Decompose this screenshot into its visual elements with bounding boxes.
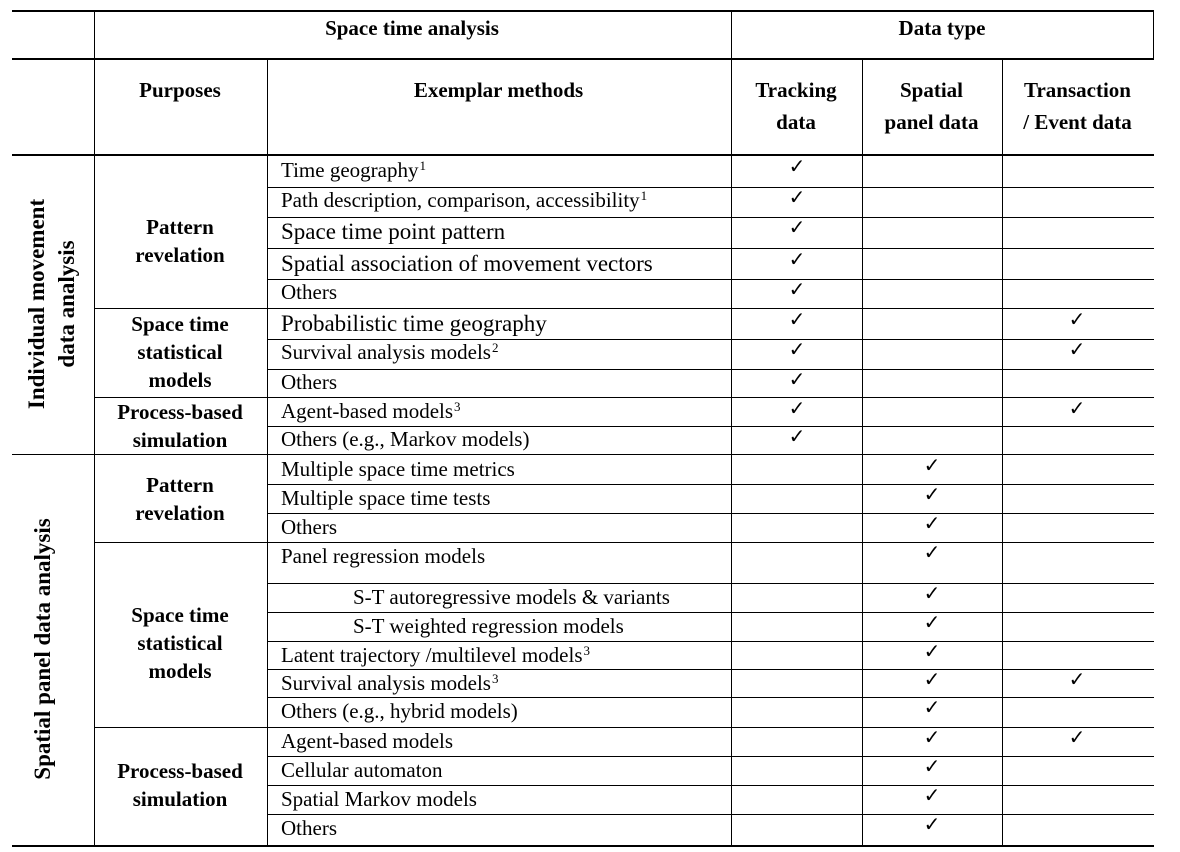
header-data-type: Data type (898, 16, 986, 40)
method-text: Panel regression models (281, 544, 486, 568)
group-pattern-revelation-2: Pattern revelation (135, 473, 225, 525)
method-label (281, 190, 647, 211)
grid-line (94, 10, 95, 846)
check-icon: ✓ (1068, 339, 1086, 361)
group-process-based-1: Process-based simulation (117, 400, 243, 452)
grid-line (267, 187, 1154, 188)
category-spatial-panel (28, 499, 58, 799)
grid-line (267, 58, 268, 846)
footnote-marker: 1 (419, 158, 426, 173)
grid-line (267, 756, 1154, 757)
method-text: Path description, comparison, accessibility (281, 188, 640, 212)
header-spatial-line2: panel data (884, 110, 979, 134)
method-text: Latent trajectory /multilevel models (281, 643, 583, 667)
method-label (281, 252, 653, 275)
method-text: Space time point pattern (281, 219, 506, 244)
check-icon: ✓ (788, 249, 806, 271)
method-label (281, 459, 515, 480)
category-individual-line2: data analysis (54, 240, 79, 368)
method-label (281, 517, 337, 538)
method-label (281, 312, 547, 335)
method-text: Multiple space time tests (281, 486, 491, 510)
method-label (281, 342, 498, 363)
grid-line (94, 308, 1154, 309)
method-label (281, 645, 590, 666)
header-transaction-line1: Transaction (1024, 78, 1131, 102)
group-process-based-2: Process-based simulation (117, 759, 243, 811)
check-icon: ✓ (923, 513, 941, 535)
method-label (281, 282, 337, 303)
grid-line (267, 279, 1154, 280)
grid-line (267, 513, 1154, 514)
grid-line (94, 397, 1154, 398)
method-text: Spatial Markov models (281, 787, 477, 811)
grid-line (267, 217, 1154, 218)
method-text: Others (e.g., hybrid models) (281, 699, 518, 723)
method-label (281, 401, 461, 422)
group-space-time-statistical-2: Space time statistical models (131, 603, 229, 683)
check-icon: ✓ (923, 612, 941, 634)
check-icon: ✓ (923, 727, 941, 749)
header-tracking-line1: Tracking (755, 78, 837, 102)
check-icon: ✓ (1068, 669, 1086, 691)
method-label (281, 429, 529, 450)
method-text: Others (281, 515, 337, 539)
method-text: Cellular automaton (281, 758, 443, 782)
check-icon: ✓ (923, 669, 941, 691)
check-icon: ✓ (923, 814, 941, 836)
footnote-marker: 1 (640, 188, 648, 203)
footnote-marker: 3 (491, 671, 499, 686)
method-label (281, 488, 490, 509)
method-label (281, 220, 505, 243)
grid-line (267, 612, 1154, 613)
method-label (353, 587, 670, 608)
method-text: Survival analysis models (281, 671, 491, 695)
grid-line (267, 669, 1154, 670)
check-icon: ✓ (923, 484, 941, 506)
check-icon: ✓ (788, 309, 806, 331)
check-icon: ✓ (1068, 309, 1086, 331)
method-text: Multiple space time metrics (281, 457, 515, 481)
grid-line (12, 58, 1154, 60)
check-icon: ✓ (788, 156, 806, 178)
method-label (281, 818, 337, 839)
method-label (281, 372, 337, 393)
grid-line (267, 785, 1154, 786)
grid-line (94, 542, 1154, 543)
check-icon: ✓ (788, 339, 806, 361)
method-text: S-T weighted regression models (353, 614, 624, 638)
method-label (281, 789, 477, 810)
method-text: Others (e.g., Markov models) (281, 427, 530, 451)
group-pattern-revelation-1: Pattern revelation (135, 215, 225, 267)
check-icon: ✓ (923, 697, 941, 719)
check-icon: ✓ (923, 583, 941, 605)
method-label (281, 673, 498, 694)
grid-line (267, 641, 1154, 642)
grid-line (731, 10, 732, 846)
header-transaction-line2: / Event data (1023, 110, 1132, 134)
grid-line (267, 697, 1154, 698)
method-label (281, 731, 453, 752)
grid-line (267, 248, 1154, 249)
method-text: Others (281, 370, 337, 394)
grid-line (267, 369, 1154, 370)
method-label (281, 701, 518, 722)
check-icon: ✓ (923, 455, 941, 477)
check-icon: ✓ (923, 785, 941, 807)
grid-line (267, 814, 1154, 815)
method-text: Probabilistic time geography (281, 311, 547, 336)
footnote-marker: 3 (583, 643, 590, 658)
grid-line (1002, 58, 1003, 846)
method-text: Spatial association of movement vectors (281, 251, 653, 276)
check-icon: ✓ (788, 187, 806, 209)
header-tracking-line2: data (776, 110, 816, 134)
method-text: Survival analysis models (281, 340, 491, 364)
check-icon: ✓ (788, 369, 806, 391)
check-icon: ✓ (788, 426, 806, 448)
method-label (281, 546, 485, 567)
method-text: Others (281, 816, 337, 840)
category-spatial-panel-label: Spatial panel data analysis (30, 518, 55, 780)
grid-line (862, 58, 863, 846)
method-label (353, 616, 624, 637)
grid-line (267, 583, 1154, 584)
method-text: Agent-based models (281, 399, 454, 423)
grid-line (12, 454, 1154, 455)
header-spatial-line1: Spatial (899, 78, 964, 102)
method-text: Agent-based models (281, 729, 454, 753)
header-exemplar-methods: Exemplar methods (413, 78, 584, 102)
check-icon: ✓ (923, 641, 941, 663)
grid-line (1153, 10, 1154, 58)
category-individual-line1: Individual movement (24, 198, 49, 410)
grid-line (267, 339, 1154, 340)
grid-line (267, 484, 1154, 485)
check-icon: ✓ (788, 217, 806, 239)
method-text: Time geography (281, 158, 419, 182)
method-label (281, 760, 443, 781)
grid-line (12, 10, 1154, 12)
check-icon: ✓ (923, 542, 941, 564)
footnote-marker: 2 (491, 340, 499, 355)
grid-line (267, 426, 1154, 427)
check-icon: ✓ (1068, 398, 1086, 420)
header-space-time-analysis: Space time analysis (325, 16, 499, 40)
method-text: Others (281, 280, 337, 304)
check-icon: ✓ (1068, 727, 1086, 749)
group-space-time-statistical-1: Space time statistical models (131, 312, 229, 392)
check-icon: ✓ (788, 398, 806, 420)
category-individual-movement (22, 154, 82, 454)
footnote-marker: 3 (454, 399, 461, 414)
grid-line (94, 727, 1154, 728)
method-label (281, 160, 426, 181)
check-icon: ✓ (788, 279, 806, 301)
method-text: S-T autoregressive models & variants (353, 585, 670, 609)
check-icon: ✓ (923, 756, 941, 778)
grid-line (12, 845, 1154, 847)
grid-line (12, 154, 1154, 156)
header-purposes: Purposes (139, 78, 221, 102)
